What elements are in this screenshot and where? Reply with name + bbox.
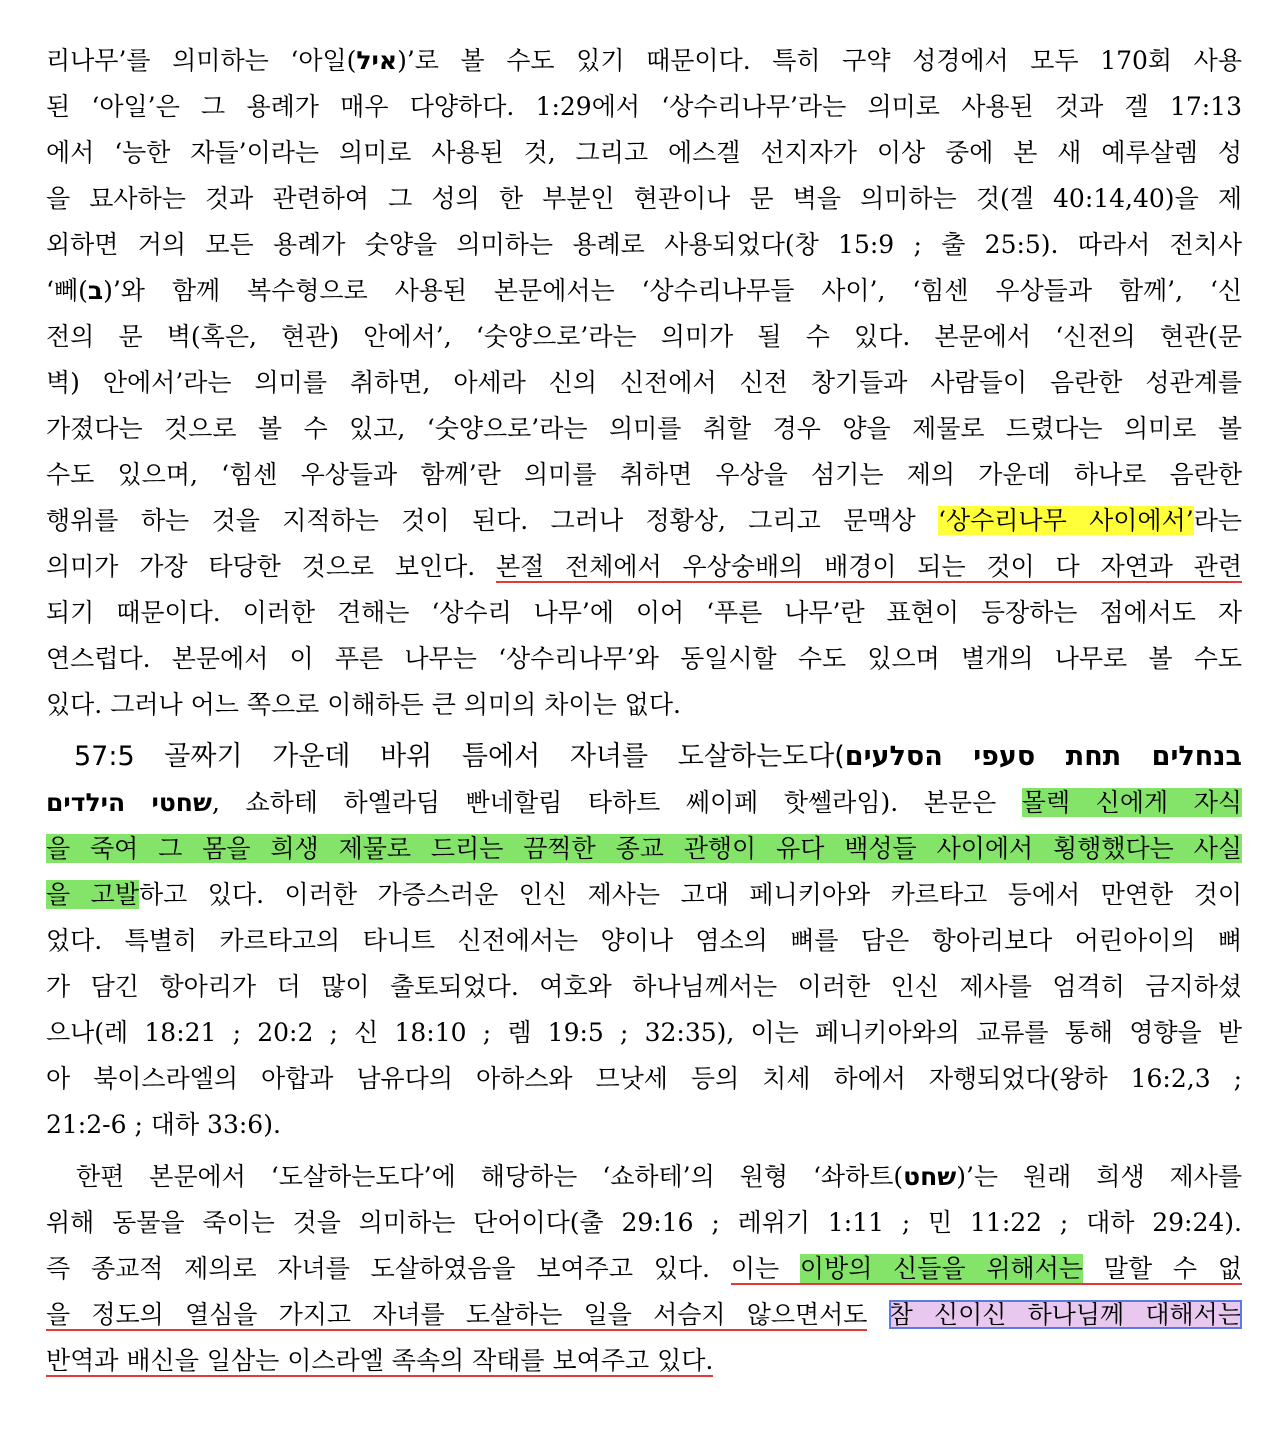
highlight-green: 을 죽여 그 몸을 희생 제물로 드리는 끔찍한 종교 관행이 유다 백성들 사이에서 횡행했다는 사실: [46, 834, 1242, 863]
text-line: [46, 38, 1242, 84]
text-segment: 의미가 가장 타당한 것으로 보인다.: [46, 552, 497, 581]
underline-red: 말할 수 없: [1083, 1254, 1242, 1283]
text-line: [46, 872, 1242, 918]
text-segment: 수도 있으며, ‘힘센 우상들과 함께’란 의미를 취하면 우상을 섬기는 제의 가운데 하나로 음란한: [46, 460, 1242, 489]
text-segment: 을 묘사하는 것과 관련하여 그 성의 한 부분인 현관이나 문 벽을 의미하는 것(겔 40:14,40)을 제: [46, 184, 1242, 213]
text-line: [46, 176, 1242, 222]
text-segment: 전의 문 벽(혹은, 현관) 안에서’, ‘숫양으로’라는 의미가 될 수 있다. 본문에서 ‘신전의 현관(문: [46, 322, 1242, 351]
text-segment: ‘뻬(: [46, 276, 88, 305]
text-segment: 된 ‘아일’은 그 용례가 매우 다양하다. 1:29에서 ‘상수리나무’라는 의미로 사용된 것과 겔 17:13: [46, 92, 1242, 121]
text-line: [46, 84, 1242, 130]
text-line: [46, 964, 1242, 1010]
text-line: [46, 826, 1242, 872]
text-line: [46, 1246, 1242, 1292]
highlight-green: 몰렉 신에게 자식: [1021, 788, 1242, 817]
text-line: [46, 130, 1242, 176]
highlight-violet: 참 신이신 하나님께 대해서는: [888, 1300, 1242, 1329]
text-segment: 가 담긴 항아리가 더 많이 출토되었다. 여호와 하나님께서는 이러한 인신 제사를 엄격히 금지하셨: [46, 972, 1242, 1001]
text-line: [46, 1102, 1242, 1148]
text-segment: )’와 함께 복수형으로 사용된 본문에서는 ‘상수리나무들 사이’, ‘힘센 우상들과 함께’, ‘신: [103, 276, 1242, 305]
text-line: [46, 780, 1242, 826]
text-line: [46, 1200, 1242, 1246]
text-segment: 었다. 특별히 카르타고의 타니트 신전에서는 양이나 염소의 뼈를 담은 항아리보다 어린아이의 뼈: [46, 926, 1242, 955]
text-line: [46, 268, 1242, 314]
text-line: [46, 636, 1242, 682]
text-line: [46, 682, 1242, 728]
hebrew-text: בנחלים תחת סעפי הסלעים: [844, 741, 1242, 772]
underline-red: 이는: [730, 1254, 800, 1283]
text-segment: 가졌다는 것으로 볼 수 있고, ‘숫양으로’라는 의미를 취할 경우 양을 제물로 드렸다는 의미로 볼: [46, 414, 1242, 443]
text-line: [46, 918, 1242, 964]
body-text: [46, 38, 1242, 1384]
hebrew-text: שחט: [903, 1162, 957, 1191]
text-segment: 연스럽다. 본문에서 이 푸른 나무는 ‘상수리나무’와 동일시할 수도 있으며 별개의 나무로 볼 수도: [46, 644, 1242, 673]
text-segment: [867, 1300, 888, 1329]
text-segment: )’는 원래 희생 제사를: [956, 1162, 1242, 1191]
text-segment: 21:2-6 ; 대하 33:6).: [46, 1110, 281, 1139]
document-page: [46, 38, 1242, 1384]
highlight-green: 이방의 신들을 위해서는: [799, 1254, 1083, 1283]
underline-red: 을 정도의 열심을 가지고 자녀를 도살하는 일을 서슴지 않으면서도: [46, 1300, 868, 1329]
text-line: [46, 1292, 1242, 1338]
text-line: [46, 498, 1242, 544]
text-segment: 리나무’를 의미하는 ‘아일(: [46, 46, 357, 75]
hebrew-text: איל: [356, 46, 398, 75]
text-segment: 즉 종교적 제의로 자녀를 도살하였음을 보여주고 있다.: [46, 1254, 731, 1283]
text-line: [46, 452, 1242, 498]
text-line: [46, 544, 1242, 590]
text-segment: 라는: [1193, 506, 1242, 535]
text-segment: , 쇼하테 하옐라딤 빤네할림 타하트 쎄이페 핫쎌라임). 본문은: [211, 788, 1022, 817]
text-segment: 57:5 골짜기 가운데 바위 틈에서 자녀를 도살하는도다(: [74, 741, 845, 772]
text-segment: 외하면 거의 모든 용례가 숫양을 의미하는 용례로 사용되었다(창 15:9 ; 출 25:5). 따라서 전치사: [46, 230, 1242, 259]
text-segment: )’로 볼 수도 있기 때문이다. 특히 구약 성경에서 모두 170회 사용: [397, 46, 1242, 75]
highlight-yellow: ‘상수리나무 사이에서’: [938, 506, 1194, 535]
text-line: [46, 406, 1242, 452]
text-segment: 아 북이스라엘의 아합과 남유다의 아하스와 므낫세 등의 치세 하에서 자행되었다(왕하 16:2,3 ;: [46, 1064, 1242, 1093]
text-line: [46, 1154, 1242, 1200]
text-segment: 한편 본문에서 ‘도살하는도다’에 해당하는 ‘쇼하테’의 원형 ‘솨하트(: [76, 1162, 904, 1191]
text-segment: 에서 ‘능한 자들’이라는 의미로 사용된 것, 그리고 에스겔 선지자가 이상 중에 본 새 예루살렘 성: [46, 138, 1242, 167]
text-line: [46, 1056, 1242, 1102]
hebrew-text: ב: [87, 276, 104, 305]
text-segment: 으나(레 18:21 ; 20:2 ; 신 18:10 ; 렘 19:5 ; 32:35), 이는 페니키아와의 교류를 통해 영향을 받: [46, 1018, 1242, 1047]
text-line: [46, 314, 1242, 360]
underline-red: 반역과 배신을 일삼는 이스라엘 족속의 작태를 보여주고 있다.: [46, 1346, 714, 1375]
underline-red: 본절 전체에서 우상숭배의 배경이 되는 것이 다 자연과 관련: [496, 552, 1242, 581]
verse-heading-line: [46, 734, 1242, 780]
text-line: [46, 222, 1242, 268]
text-line: [46, 360, 1242, 406]
text-line: [46, 1010, 1242, 1056]
text-line: [46, 1338, 1242, 1384]
text-line: [46, 590, 1242, 636]
text-segment: 위해 동물을 죽이는 것을 의미하는 단어이다(출 29:16 ; 레위기 1:11 ; 민 11:22 ; 대하 29:24).: [46, 1208, 1242, 1237]
hebrew-text: שחטי הילדים: [46, 788, 212, 817]
text-segment: 행위를 하는 것을 지적하는 것이 된다. 그러나 정황상, 그리고 문맥상: [46, 506, 939, 535]
highlight-green: 을 고발: [46, 880, 139, 909]
text-segment: 하고 있다. 이러한 가증스러운 인신 제사는 고대 페니키아와 카르타고 등에서 만연한 것이: [138, 880, 1242, 909]
text-segment: 되기 때문이다. 이러한 견해는 ‘상수리 나무’에 이어 ‘푸른 나무’란 표현이 등장하는 점에서도 자: [46, 598, 1242, 627]
text-segment: 벽) 안에서’라는 의미를 취하면, 아세라 신의 신전에서 신전 창기들과 사람들이 음란한 성관계를: [46, 368, 1242, 397]
text-segment: 있다. 그러나 어느 쪽으로 이해하든 큰 의미의 차이는 없다.: [46, 690, 681, 719]
